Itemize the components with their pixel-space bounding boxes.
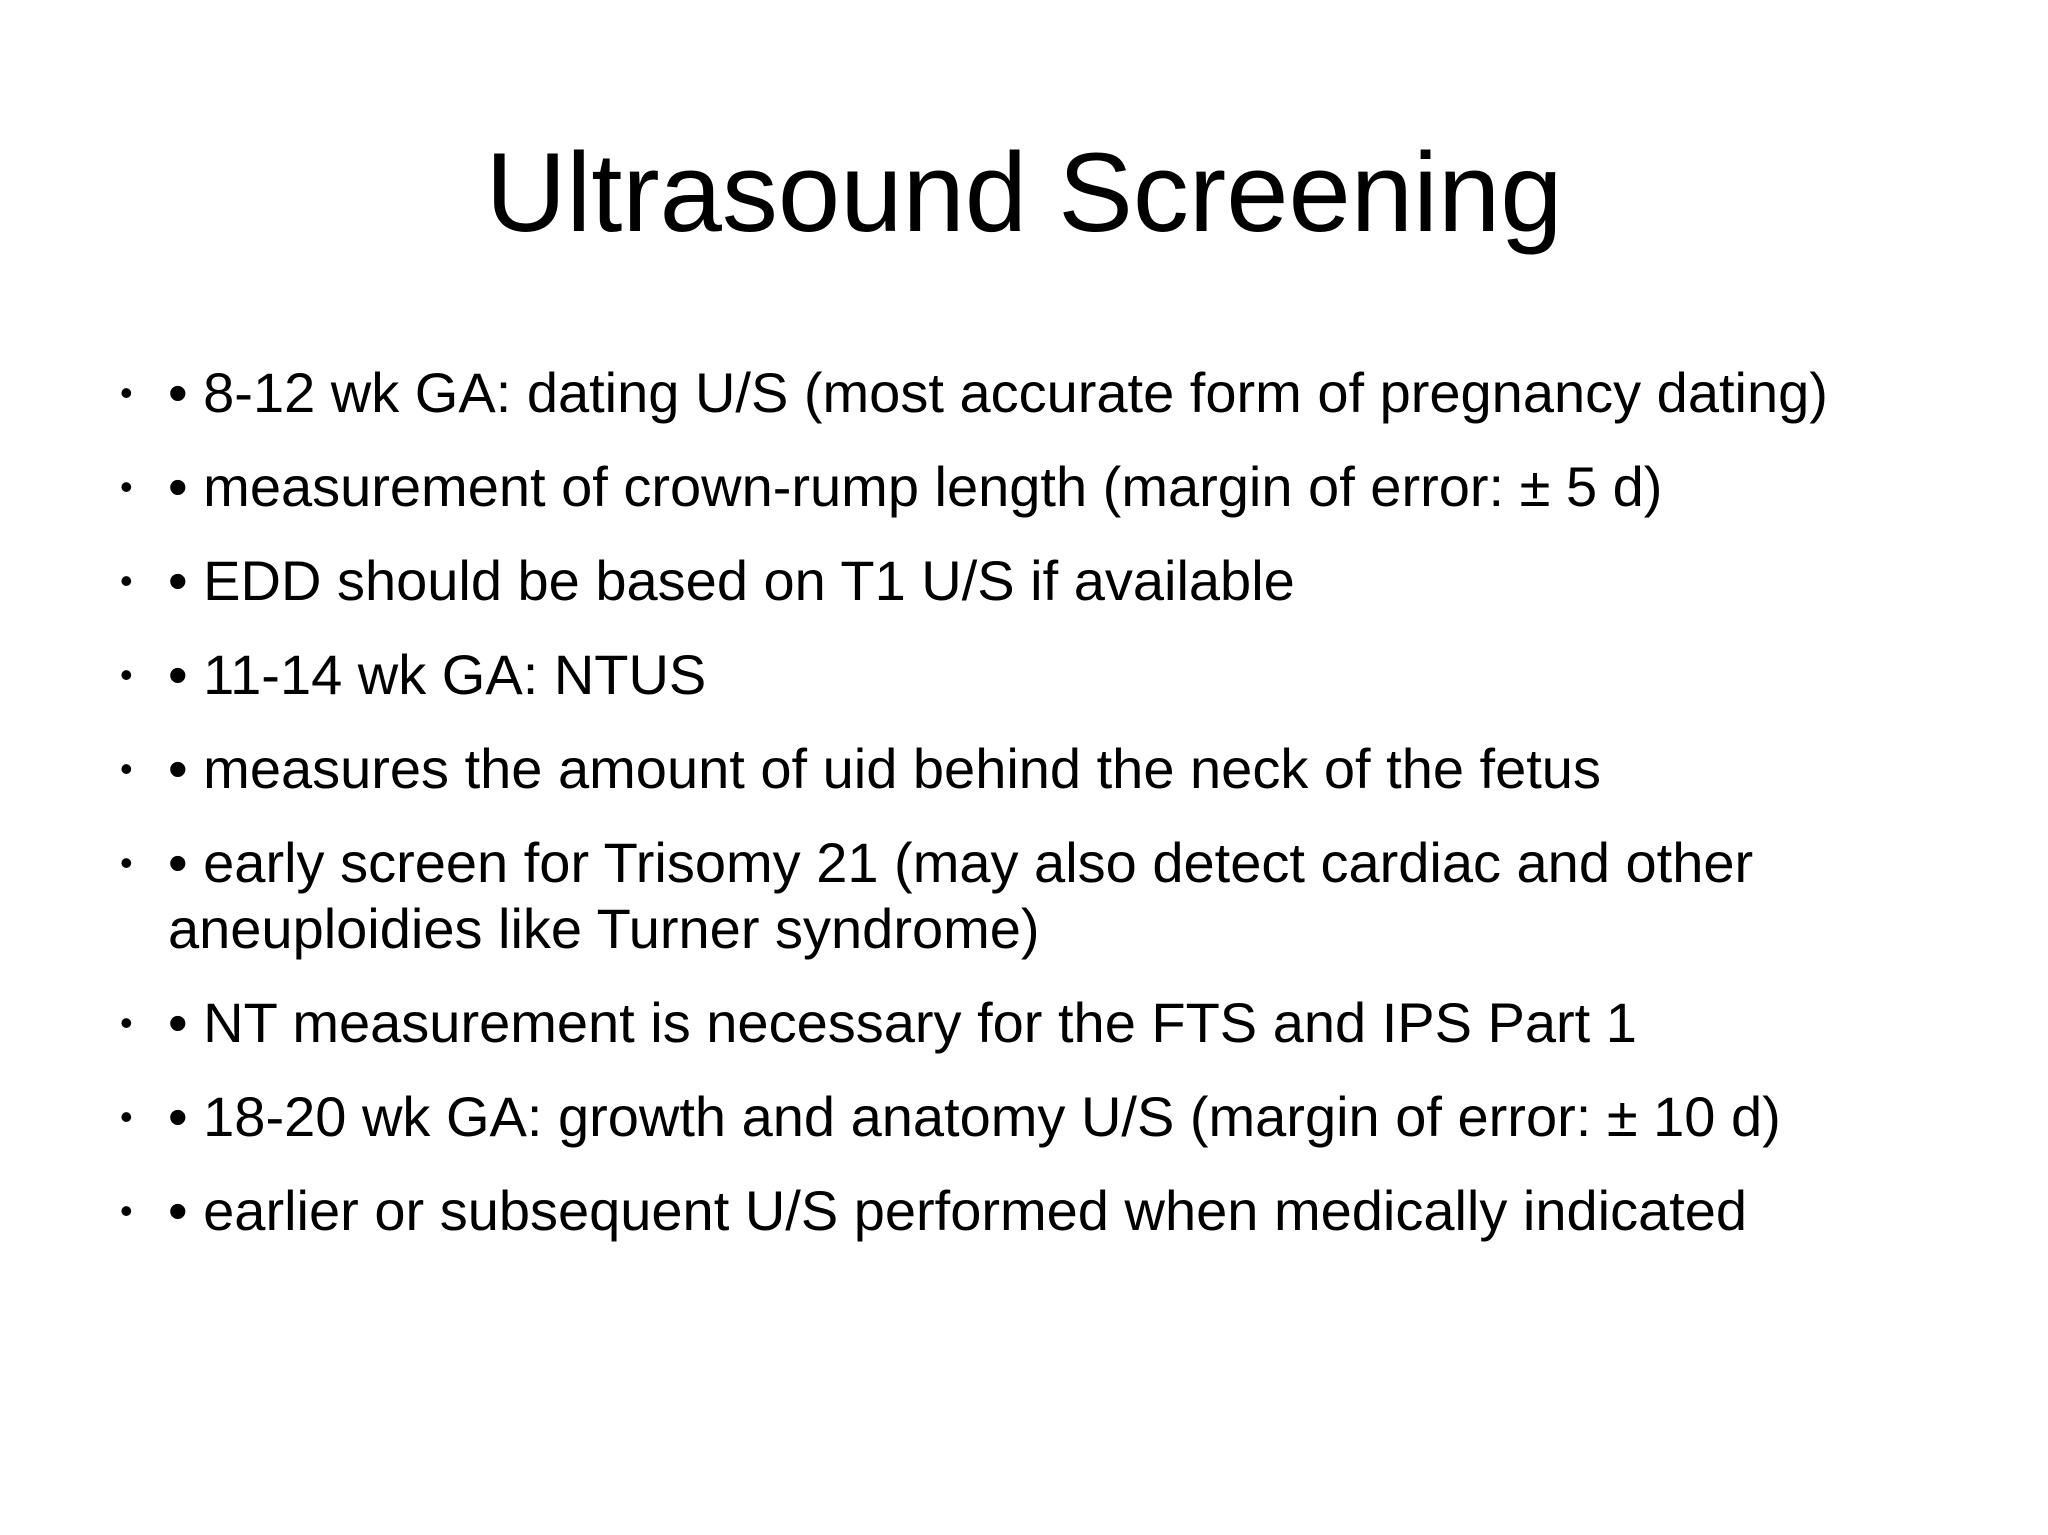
- bullet-list: [120, 360, 1990, 1272]
- bullet-item: [120, 736, 1990, 802]
- bullet-text: • 18-20 wk GA: growth and anatomy U/S (margin of error: ± 10 d): [168, 1085, 1781, 1148]
- bullet-marker: •: [120, 560, 133, 601]
- bullet-item: [120, 642, 1990, 708]
- bullet-item: [120, 1084, 1990, 1150]
- bullet-item: [120, 548, 1990, 614]
- bullet-marker: •: [120, 1096, 133, 1137]
- bullet-marker: •: [120, 1002, 133, 1043]
- bullet-item: [120, 1178, 1990, 1244]
- bullet-text: • measures the amount of uid behind the neck of the fetus: [168, 737, 1601, 800]
- bullet-marker: •: [120, 372, 133, 413]
- bullet-text: • EDD should be based on T1 U/S if available: [168, 549, 1295, 612]
- bullet-marker: •: [120, 842, 133, 883]
- bullet-marker: •: [120, 466, 133, 507]
- bullet-marker: •: [120, 654, 133, 695]
- bullet-text: • NT measurement is necessary for the FTS and IPS Part 1: [168, 991, 1637, 1054]
- bullet-text: • measurement of crown-rump length (margin of error: ± 5 d): [168, 455, 1663, 518]
- bullet-text: • 11-14 wk GA: NTUS: [168, 643, 707, 706]
- bullet-marker: •: [120, 748, 133, 789]
- bullet-item: [120, 454, 1990, 520]
- bullet-text: • early screen for Trisomy 21 (may also detect cardiac and other aneuploidies like Turner syndrome): [168, 831, 1754, 960]
- bullet-text: • earlier or subsequent U/S performed when medically indicated: [168, 1179, 1748, 1242]
- bullet-text: • 8-12 wk GA: dating U/S (most accurate form of pregnancy dating): [168, 361, 1828, 424]
- bullet-item: [120, 990, 1990, 1056]
- bullet-marker: •: [120, 1190, 133, 1231]
- bullet-item: [120, 830, 1990, 962]
- slide-title: Ultrasound Screening: [485, 130, 1563, 255]
- bullet-item: [120, 360, 1990, 426]
